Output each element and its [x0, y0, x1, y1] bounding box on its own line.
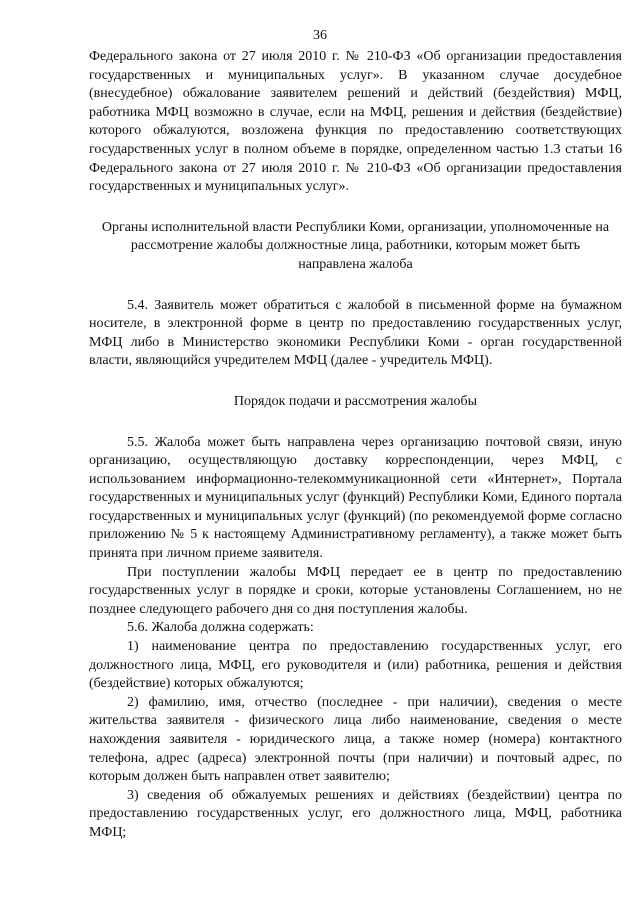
- list-item-1: 1) наименование центра по предоставлению государственных услуг, его должностного лица, МФЦ, его руководителя и (или) работника, решения и действия (бездействие) которых обжалуются;: [89, 639, 622, 692]
- spacer: [89, 275, 622, 297]
- spacer: [89, 197, 622, 219]
- document-body: [89, 48, 622, 843]
- section-heading-authorities: Органы исполнительной власти Республики Коми, организации, уполномоченные на рассмотрение жалобы должностные лица, работники, которым может быть направлена жалоба: [101, 219, 610, 272]
- paragraph-5-4: 5.4. Заявитель может обратиться с жалобой в письменной форме на бумажном носителе, в электронной форме в центр по предоставлению государственных услуг, МФЦ либо в Министерство экономики Республики Коми - орган государственной власти, являющийся учредителем МФЦ (далее - учредитель МФЦ).: [89, 297, 622, 369]
- paragraph-continuation: Федерального закона от 27 июля 2010 г. № 210-ФЗ «Об организации предоставления государственных и муниципальных услуг». В указанном случае досудебное (внесудебное) обжалование заявителем решений и действий (бездействия) МФЦ, работника МФЦ возможно в случае, если на МФЦ, решения и действия (бездействие) которого обжалуются, возложена функция по предоставлению соответствующих государственных услуг в полном объеме в порядке, определенном частью 1.3 статьи 16 Федерального закона от 27 июля 2010 г. № 210-ФЗ «Об организации предоставления государственных и муниципальных услуг».: [89, 49, 622, 195]
- spacer: [89, 371, 622, 393]
- paragraph-5-5: 5.5. Жалоба может быть направлена через организацию почтовой связи, иную организацию, осуществляющую доставку корреспонденции, через МФЦ, с использованием информационно-телекоммуникационной сети «Интернет», Портала государственных и муниципальных услуг (функций) Республики Коми, Единого портала государственных и муниципальных услуг (функций) (по рекомендуемой форме согласно приложению № 5 к настоящему Административному регламенту), а также может быть принята при личном приеме заявителя.: [89, 434, 622, 562]
- page-number: 36: [313, 28, 327, 43]
- paragraph-5-6: 5.6. Жалоба должна содержать:: [127, 620, 314, 636]
- list-item-3: 3) сведения об обжалуемых решениях и действиях (бездействии) центра по предоставлению государственных услуг, его должностного лица, МФЦ, работника МФЦ;: [89, 787, 622, 840]
- paragraph-mfc-transfer: При поступлении жалобы МФЦ передает ее в центр по предоставлению государственных услуг в порядке и сроки, которые установлены Соглашением, но не позднее следующего рабочего дня со дня поступления жалобы.: [89, 564, 622, 617]
- list-item-2: 2) фамилию, имя, отчество (последнее - при наличии), сведения о месте жительства заявителя - физического лица либо наименование, сведения о месте нахождения заявителя - юридического лица, а также номер (номера) контактного телефона, адрес (адреса) электронной почты (при наличии) и почтовый адрес, по которым должен быть направлен ответ заявителю;: [89, 694, 622, 785]
- spacer: [89, 412, 622, 434]
- section-heading-procedure: Порядок подачи и рассмотрения жалобы: [233, 393, 478, 409]
